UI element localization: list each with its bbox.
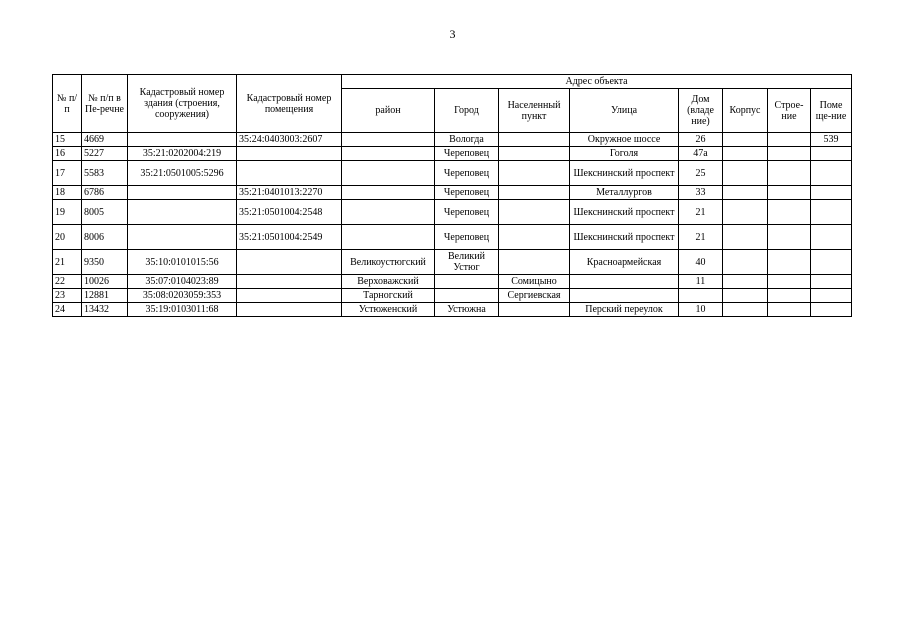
header-list-num: № п/п в Пе-речне	[82, 75, 128, 133]
cell-num: 23	[53, 289, 82, 303]
cell-city: Великий Устюг	[435, 250, 499, 275]
cell-building-cadastral	[128, 133, 237, 147]
cell-premises-cadastral	[237, 289, 342, 303]
cell-building-cadastral	[128, 225, 237, 250]
cell-num: 24	[53, 303, 82, 317]
cell-street: Шекснинский проспект	[570, 161, 679, 186]
cell-korpus	[723, 147, 768, 161]
header-street: Улица	[570, 89, 679, 133]
cell-building-cadastral: 35:07:0104023:89	[128, 275, 237, 289]
cell-district	[342, 161, 435, 186]
cell-settlement	[499, 200, 570, 225]
cell-korpus	[723, 225, 768, 250]
header-premises-cadastral: Кадастровый номер помещения	[237, 75, 342, 133]
header-korpus: Корпус	[723, 89, 768, 133]
cell-house: 26	[679, 133, 723, 147]
cell-stroenie	[768, 289, 811, 303]
cell-korpus	[723, 200, 768, 225]
cell-stroenie	[768, 225, 811, 250]
table-row	[53, 275, 852, 289]
cell-korpus	[723, 275, 768, 289]
cell-premises	[811, 161, 852, 186]
cell-house: 47а	[679, 147, 723, 161]
cell-list-num: 5583	[82, 161, 128, 186]
cell-house: 10	[679, 303, 723, 317]
cell-building-cadastral: 35:21:0501005:5296	[128, 161, 237, 186]
header-address-group: Адрес объекта	[342, 75, 852, 89]
cell-list-num: 6786	[82, 186, 128, 200]
table-row	[53, 186, 852, 200]
cell-city: Череповец	[435, 147, 499, 161]
cell-premises-cadastral: 35:21:0501004:2548	[237, 200, 342, 225]
cell-street: Металлургов	[570, 186, 679, 200]
cell-premises	[811, 289, 852, 303]
table-row	[53, 200, 852, 225]
cell-korpus	[723, 133, 768, 147]
header-premises: Поме ще-ние	[811, 89, 852, 133]
cell-korpus	[723, 186, 768, 200]
header-stroenie: Строе-ние	[768, 89, 811, 133]
cell-premises	[811, 303, 852, 317]
cell-city: Череповец	[435, 186, 499, 200]
cell-num: 17	[53, 161, 82, 186]
cell-stroenie	[768, 275, 811, 289]
cell-premises-cadastral	[237, 303, 342, 317]
cell-building-cadastral	[128, 186, 237, 200]
cell-list-num: 13432	[82, 303, 128, 317]
cell-list-num: 5227	[82, 147, 128, 161]
cell-street	[570, 275, 679, 289]
cell-stroenie	[768, 303, 811, 317]
cell-building-cadastral: 35:19:0103011:68	[128, 303, 237, 317]
cell-premises	[811, 225, 852, 250]
table-row	[53, 303, 852, 317]
cell-stroenie	[768, 186, 811, 200]
cell-district	[342, 200, 435, 225]
cell-premises-cadastral	[237, 275, 342, 289]
cell-street	[570, 289, 679, 303]
header-district: район	[342, 89, 435, 133]
cell-city	[435, 275, 499, 289]
cell-settlement	[499, 147, 570, 161]
cell-street: Красноармейская	[570, 250, 679, 275]
cell-num: 19	[53, 200, 82, 225]
cell-district	[342, 186, 435, 200]
table-row	[53, 133, 852, 147]
cell-settlement	[499, 133, 570, 147]
cell-house: 33	[679, 186, 723, 200]
cell-num: 15	[53, 133, 82, 147]
cell-stroenie	[768, 250, 811, 275]
cell-city: Череповец	[435, 161, 499, 186]
cell-premises-cadastral	[237, 147, 342, 161]
cell-num: 21	[53, 250, 82, 275]
cell-premises-cadastral	[237, 250, 342, 275]
header-settlement: Населенный пункт	[499, 89, 570, 133]
cell-city	[435, 289, 499, 303]
cell-district	[342, 147, 435, 161]
cell-premises-cadastral	[237, 161, 342, 186]
cell-building-cadastral	[128, 200, 237, 225]
cell-city: Череповец	[435, 200, 499, 225]
cell-list-num: 12881	[82, 289, 128, 303]
cell-house: 11	[679, 275, 723, 289]
cell-premises-cadastral: 35:21:0401013:2270	[237, 186, 342, 200]
cell-street: Перский переулок	[570, 303, 679, 317]
cell-city: Устюжна	[435, 303, 499, 317]
cell-settlement	[499, 186, 570, 200]
cell-city: Вологда	[435, 133, 499, 147]
table-row	[53, 250, 852, 275]
header-house: Дом (владе ние)	[679, 89, 723, 133]
cell-settlement	[499, 225, 570, 250]
cell-city: Череповец	[435, 225, 499, 250]
cell-district: Великоустюгский	[342, 250, 435, 275]
header-building-cadastral: Кадастровый номер здания (строения, сооружения)	[128, 75, 237, 133]
cell-korpus	[723, 161, 768, 186]
cell-house: 25	[679, 161, 723, 186]
table-row	[53, 225, 852, 250]
cell-korpus	[723, 303, 768, 317]
table-row	[53, 289, 852, 303]
cell-street: Окружное шоссе	[570, 133, 679, 147]
cell-street: Шекснинский проспект	[570, 225, 679, 250]
cell-premises-cadastral: 35:24:0403003:2607	[237, 133, 342, 147]
header-row-top	[53, 75, 852, 89]
cell-settlement	[499, 250, 570, 275]
cell-premises: 539	[811, 133, 852, 147]
cell-list-num: 9350	[82, 250, 128, 275]
cell-house: 21	[679, 200, 723, 225]
cell-list-num: 8006	[82, 225, 128, 250]
table-row	[53, 147, 852, 161]
cell-num: 18	[53, 186, 82, 200]
header-num: № п/п	[53, 75, 82, 133]
cell-house: 40	[679, 250, 723, 275]
page-number: 3	[449, 27, 456, 41]
cell-settlement	[499, 161, 570, 186]
cell-stroenie	[768, 147, 811, 161]
cell-settlement: Сергиевская	[499, 289, 570, 303]
cell-district: Тарногский	[342, 289, 435, 303]
cell-premises	[811, 186, 852, 200]
cell-stroenie	[768, 161, 811, 186]
cell-street: Шекснинский проспект	[570, 200, 679, 225]
cell-district: Устюженский	[342, 303, 435, 317]
cell-premises-cadastral: 35:21:0501004:2549	[237, 225, 342, 250]
cell-list-num: 4669	[82, 133, 128, 147]
cell-num: 16	[53, 147, 82, 161]
cell-stroenie	[768, 200, 811, 225]
cell-num: 20	[53, 225, 82, 250]
cell-premises	[811, 250, 852, 275]
cell-korpus	[723, 289, 768, 303]
table-row	[53, 161, 852, 186]
property-registry-table	[52, 74, 852, 317]
cell-district	[342, 133, 435, 147]
cell-house	[679, 289, 723, 303]
cell-premises	[811, 275, 852, 289]
cell-stroenie	[768, 133, 811, 147]
cell-num: 22	[53, 275, 82, 289]
cell-korpus	[723, 250, 768, 275]
cell-list-num: 10026	[82, 275, 128, 289]
cell-settlement	[499, 303, 570, 317]
cell-building-cadastral: 35:08:0203059:353	[128, 289, 237, 303]
cell-settlement: Сомицыно	[499, 275, 570, 289]
cell-building-cadastral: 35:10:0101015:56	[128, 250, 237, 275]
cell-building-cadastral: 35:21:0202004:219	[128, 147, 237, 161]
cell-district: Верховажский	[342, 275, 435, 289]
header-city: Город	[435, 89, 499, 133]
cell-house: 21	[679, 225, 723, 250]
cell-street: Гоголя	[570, 147, 679, 161]
cell-premises	[811, 147, 852, 161]
cell-premises	[811, 200, 852, 225]
cell-district	[342, 225, 435, 250]
cell-list-num: 8005	[82, 200, 128, 225]
